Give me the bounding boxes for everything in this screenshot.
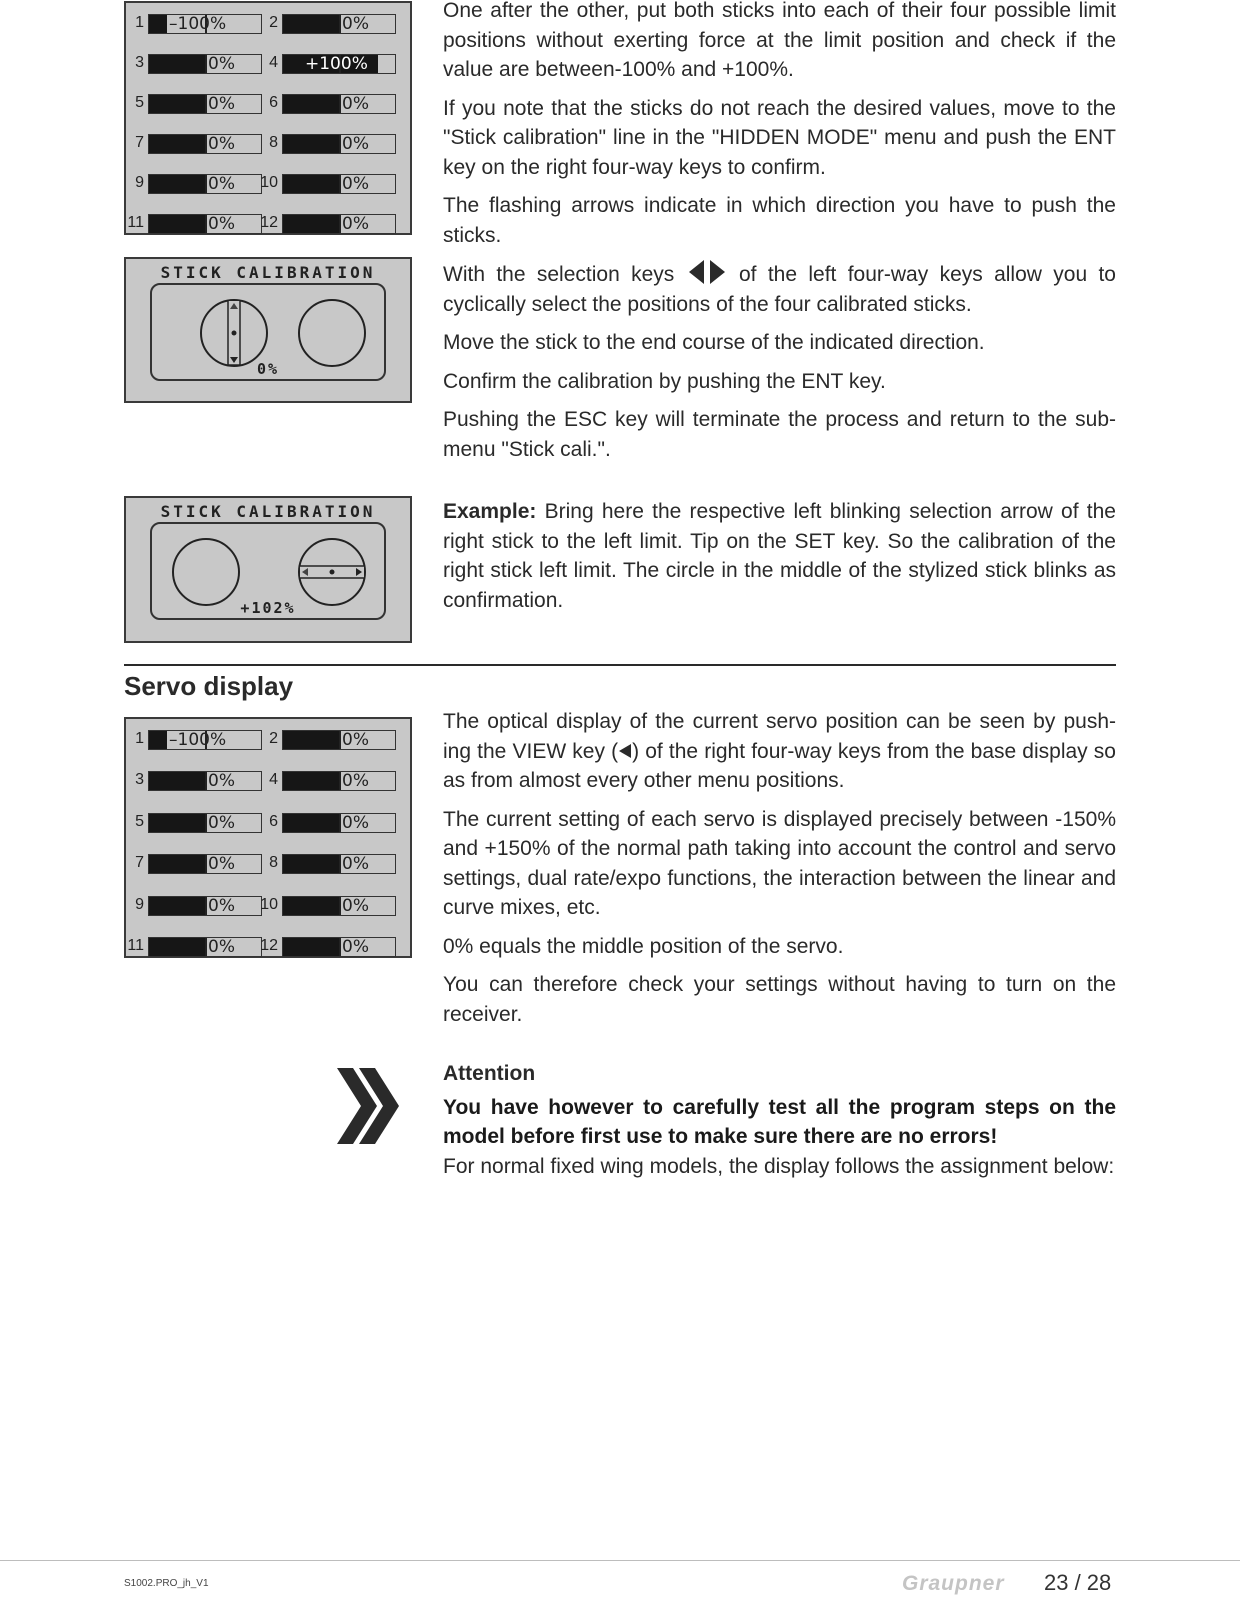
channel-bar [282, 937, 396, 957]
channel-number: 9 [135, 895, 144, 913]
channel-bar-center-mark [339, 94, 341, 114]
channel-bar-fill [149, 175, 206, 193]
channel-bar-center-mark [339, 14, 341, 34]
channel-bar-center-mark [339, 771, 341, 791]
channel-bar-fill [149, 731, 167, 749]
channel-bar-fill [283, 135, 340, 153]
channel-bar-center-mark [205, 813, 207, 833]
stick-calibration-frame [150, 283, 386, 381]
stick-calibration-title: STICK CALIBRATION [160, 263, 376, 282]
channel-number: 1 [135, 730, 144, 747]
channel-bar-fill [283, 215, 340, 233]
example-paragraph [443, 497, 1116, 624]
channel-value: 0% [208, 134, 235, 154]
text-fragment: ) of the right four-way keys from the base display so as from almost every other menu positions. [443, 739, 1116, 792]
stick-calibration-frame [150, 522, 386, 620]
channel-value: 0% [342, 174, 369, 194]
channel-value: 0% [342, 214, 369, 234]
attention-warning: You have however to carefully test all the program steps on the model before first use to make sure there are no errors! [443, 1095, 1116, 1148]
channel-bar-fill [283, 731, 340, 749]
channel-number: 6 [269, 812, 278, 830]
channel-number: 11 [127, 937, 144, 954]
channel-bar [148, 854, 262, 874]
channel-number: 7 [135, 134, 144, 151]
channel-value: –100% [169, 730, 227, 750]
stick-calibration-title: STICK CALIBRATION [160, 502, 376, 521]
channel-number: 4 [269, 771, 278, 789]
channel-number: 3 [135, 771, 144, 789]
attention-text: For normal fixed wing models, the display follows the assignment below: [443, 1154, 1115, 1178]
left-stick-circle [200, 299, 268, 367]
channel-value: 0% [208, 94, 235, 114]
attention-block [443, 1059, 1116, 1181]
channel-bar-fill [283, 814, 340, 832]
servo-channel-row [260, 852, 410, 878]
double-chevron-right-icon [333, 1066, 399, 1146]
channel-bar-fill [283, 938, 340, 956]
paragraph: The current setting of each servo is displayed precisely between -150% and +150% of the normal path taking into account the control and servo settings, dual rate/expo functions, the interaction between the linear and curve mixes, etc. [443, 807, 1116, 919]
channel-bar [282, 214, 396, 234]
section-divider [124, 664, 1116, 666]
channel-number: 1 [135, 14, 144, 31]
channel-bar [282, 134, 396, 154]
servo-display-top [124, 1, 412, 235]
channel-bar-center-mark [205, 854, 207, 874]
paragraph: The flashing arrows indicate in which direction you have to push the sticks. [443, 194, 1116, 247]
channel-value: 0% [342, 937, 369, 957]
channel-bar-center-mark [339, 730, 341, 750]
paragraph: You can therefore check your settings without having to turn on the receiver. [443, 973, 1116, 1026]
stick-calibration-display-2 [124, 496, 412, 643]
example-label: Example: [443, 500, 537, 523]
footer-brand-logo: Graupner [902, 1572, 1005, 1595]
channel-bar [282, 174, 396, 194]
paragraph: Move the stick to the end course of the indicated direction. [443, 331, 985, 354]
left-arrow-key-icon [618, 743, 632, 759]
channel-bar [282, 730, 396, 750]
horizontal-arrows-icon [300, 540, 364, 604]
servo-channel-row [260, 52, 410, 78]
right-stick-circle [298, 299, 366, 367]
channel-bar-fill [283, 855, 340, 873]
calibration-value: 0% [256, 360, 280, 378]
channel-number: 12 [260, 214, 278, 231]
channel-bar-fill [283, 95, 340, 113]
channel-number: 6 [269, 94, 278, 111]
channel-bar [148, 14, 262, 34]
servo-channel-row [260, 894, 410, 920]
channel-number: 4 [269, 54, 278, 71]
channel-value: 0% [342, 14, 369, 34]
channel-value: +100% [305, 54, 368, 74]
channel-bar-center-mark [205, 896, 207, 916]
channel-bar [282, 896, 396, 916]
stick-check-instructions [443, 0, 1116, 473]
channel-bar [148, 771, 262, 791]
channel-number: 5 [135, 94, 144, 111]
channel-bar-fill [149, 135, 206, 153]
channel-bar-fill [149, 15, 167, 33]
servo-channel-row [260, 12, 410, 38]
servo-channel-row [260, 811, 410, 837]
servo-channel-row [260, 728, 410, 754]
paragraph: Pushing the ESC key will terminate the process and return to the sub-menu "Stick cali.". [443, 408, 1116, 461]
paragraph: Confirm the calibration by pushing the ENT key. [443, 369, 886, 393]
paragraph: 0% equals the middle position of the servo. [443, 934, 844, 958]
channel-bar [282, 14, 396, 34]
channel-bar [282, 854, 396, 874]
channel-bar [148, 54, 262, 74]
channel-bar-fill [149, 55, 206, 73]
footer-divider [0, 1560, 1240, 1561]
servo-display-bottom [124, 717, 412, 958]
servo-channel-row [260, 92, 410, 118]
channel-bar-center-mark [205, 214, 207, 234]
left-right-selection-keys-icon [689, 259, 725, 285]
text-fragment: With the selection keys [443, 263, 675, 286]
channel-value: 0% [342, 812, 369, 833]
channel-number: 11 [127, 214, 144, 231]
channel-number: 3 [135, 54, 144, 71]
channel-bar-center-mark [339, 174, 341, 194]
channel-bar-center-mark [339, 813, 341, 833]
channel-bar-fill [149, 772, 206, 790]
channel-value: 0% [208, 54, 235, 74]
channel-bar [148, 94, 262, 114]
channel-value: 0% [208, 771, 235, 792]
channel-bar [282, 813, 396, 833]
calibration-value: +102% [240, 599, 296, 617]
channel-bar-fill [149, 938, 206, 956]
servo-channel-row [260, 132, 410, 158]
channel-bar [282, 94, 396, 114]
channel-bar [148, 813, 262, 833]
channel-bar [282, 54, 396, 74]
channel-number: 2 [269, 730, 278, 747]
channel-bar [148, 730, 262, 750]
channel-value: 0% [342, 771, 369, 792]
page-number: 23 / 28 [1044, 1570, 1112, 1595]
channel-bar-fill [149, 215, 206, 233]
channel-bar [148, 896, 262, 916]
channel-bar-center-mark [205, 937, 207, 957]
servo-channel-row [260, 212, 410, 238]
channel-bar-center-mark [339, 896, 341, 916]
channel-bar-fill [149, 897, 206, 915]
channel-bar-center-mark [339, 937, 341, 957]
channel-bar-fill [283, 175, 340, 193]
channel-number: 2 [269, 14, 278, 31]
channel-value: 0% [208, 214, 235, 234]
channel-value: 0% [208, 174, 235, 194]
channel-value: 0% [208, 937, 235, 957]
paragraph: If you note that the sticks do not reach the desired values, move to the "Stick calibration" line in the "HIDDEN MODE" menu and push the ENT key on the right four-way keys to confirm. [443, 96, 1116, 179]
channel-bar [148, 214, 262, 234]
channel-bar [282, 771, 396, 791]
channel-bar-center-mark [205, 174, 207, 194]
servo-channel-row [260, 172, 410, 198]
footer-code: S1002.PRO_jh_V1 [124, 1578, 209, 1589]
attention-heading: Attention [443, 1062, 536, 1085]
section-heading: Servo display [124, 671, 294, 701]
channel-bar-fill [283, 897, 340, 915]
channel-value: –100% [169, 14, 227, 34]
channel-number: 10 [260, 895, 278, 913]
channel-bar-fill [149, 814, 206, 832]
channel-number: 8 [269, 134, 278, 151]
channel-bar-center-mark [205, 134, 207, 154]
text-fragment: of the left four-way keys allow you to cyclically select the positions of the four calibrated sticks. [443, 263, 1116, 316]
channel-number: 12 [260, 937, 278, 954]
channel-bar-center-mark [205, 54, 207, 74]
channel-bar-fill [149, 95, 206, 113]
channel-value: 0% [208, 895, 235, 916]
paragraph [443, 707, 1116, 796]
channel-value: 0% [208, 854, 235, 875]
channel-bar [148, 174, 262, 194]
text-fragment: The optical display of the current servo position can be seen by push-ing the VIEW key ( [443, 710, 1116, 763]
right-stick-circle [298, 538, 366, 606]
servo-display-description [443, 707, 1116, 1038]
channel-bar-fill [283, 772, 340, 790]
vertical-arrows-icon [202, 301, 266, 365]
channel-number: 10 [260, 174, 278, 191]
channel-bar-center-mark [205, 771, 207, 791]
channel-value: 0% [342, 854, 369, 875]
channel-bar [148, 937, 262, 957]
channel-bar-fill [149, 855, 206, 873]
channel-bar [148, 134, 262, 154]
channel-bar-center-mark [339, 134, 341, 154]
channel-bar-fill [283, 15, 340, 33]
channel-number: 5 [135, 812, 144, 830]
channel-bar-center-mark [339, 214, 341, 234]
channel-number: 7 [135, 854, 144, 872]
channel-number: 8 [269, 854, 278, 872]
paragraph [443, 259, 1116, 319]
stick-calibration-display-1 [124, 257, 412, 403]
example-text: Bring here the respective left blinking selection arrow of the right stick to the left limit. Tip on the SET key. So the calibration of the right stick left limit. The circle in the middle of the stylized stick blinks as confirmation. [443, 500, 1116, 612]
channel-number: 9 [135, 174, 144, 191]
channel-bar-center-mark [205, 94, 207, 114]
channel-value: 0% [208, 812, 235, 833]
channel-bar-center-mark [339, 854, 341, 874]
channel-value: 0% [342, 730, 369, 750]
servo-channel-row [260, 769, 410, 795]
left-stick-circle [172, 538, 240, 606]
channel-value: 0% [342, 94, 369, 114]
channel-value: 0% [342, 895, 369, 916]
channel-value: 0% [342, 134, 369, 154]
paragraph: One after the other, put both sticks into each of their four possible limit positions without exerting force at the limit position and check if the value are between-100% and +100%. [443, 0, 1116, 81]
servo-channel-row [260, 935, 410, 961]
